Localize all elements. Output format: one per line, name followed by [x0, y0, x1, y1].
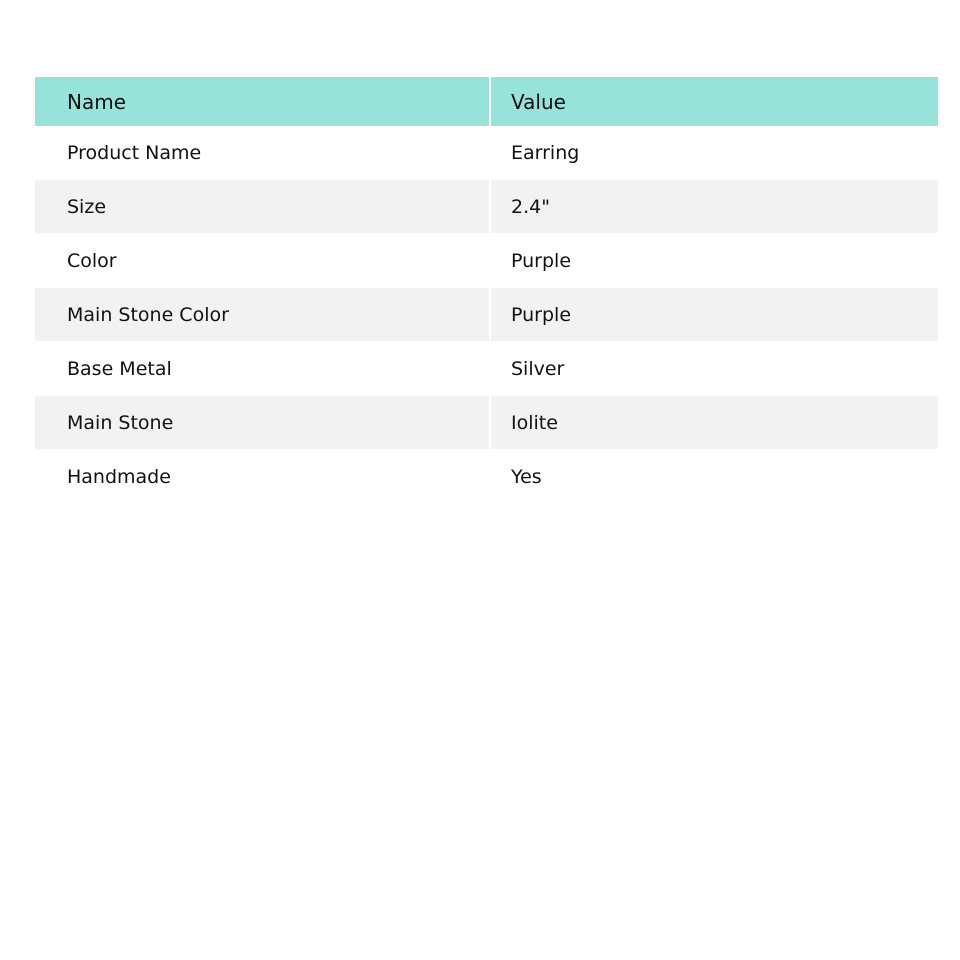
row-name-cell: Main Stone Color [35, 288, 490, 342]
row-name-cell: Main Stone [35, 396, 490, 450]
row-value-cell: 2.4" [490, 180, 938, 234]
row-value-cell: Purple [490, 234, 938, 288]
header-row [35, 77, 938, 126]
row-name-cell: Product Name [67, 142, 202, 164]
table-row [35, 126, 938, 180]
row-value-cell: Yes [490, 450, 938, 504]
row-name-cell: Size [35, 180, 490, 234]
row-name-cell: Base Metal [67, 358, 172, 380]
table-row [35, 180, 938, 234]
product-spec-table [35, 77, 938, 504]
column-header-name: Name [35, 77, 490, 126]
table-row [35, 288, 938, 342]
row-name-cell: Handmade [67, 466, 171, 488]
table-header [35, 77, 938, 126]
table-row [35, 342, 938, 396]
table-body [35, 126, 938, 504]
row-value-cell: Purple [490, 288, 938, 342]
table-row [35, 234, 938, 288]
row-value-cell: Earring [490, 126, 938, 180]
table-row [35, 450, 938, 504]
row-value-cell: Silver [490, 342, 938, 396]
table-row [35, 396, 938, 450]
column-header-value: Value [490, 77, 938, 126]
row-name-cell: Color [67, 250, 117, 272]
row-value-cell: Iolite [490, 396, 938, 450]
